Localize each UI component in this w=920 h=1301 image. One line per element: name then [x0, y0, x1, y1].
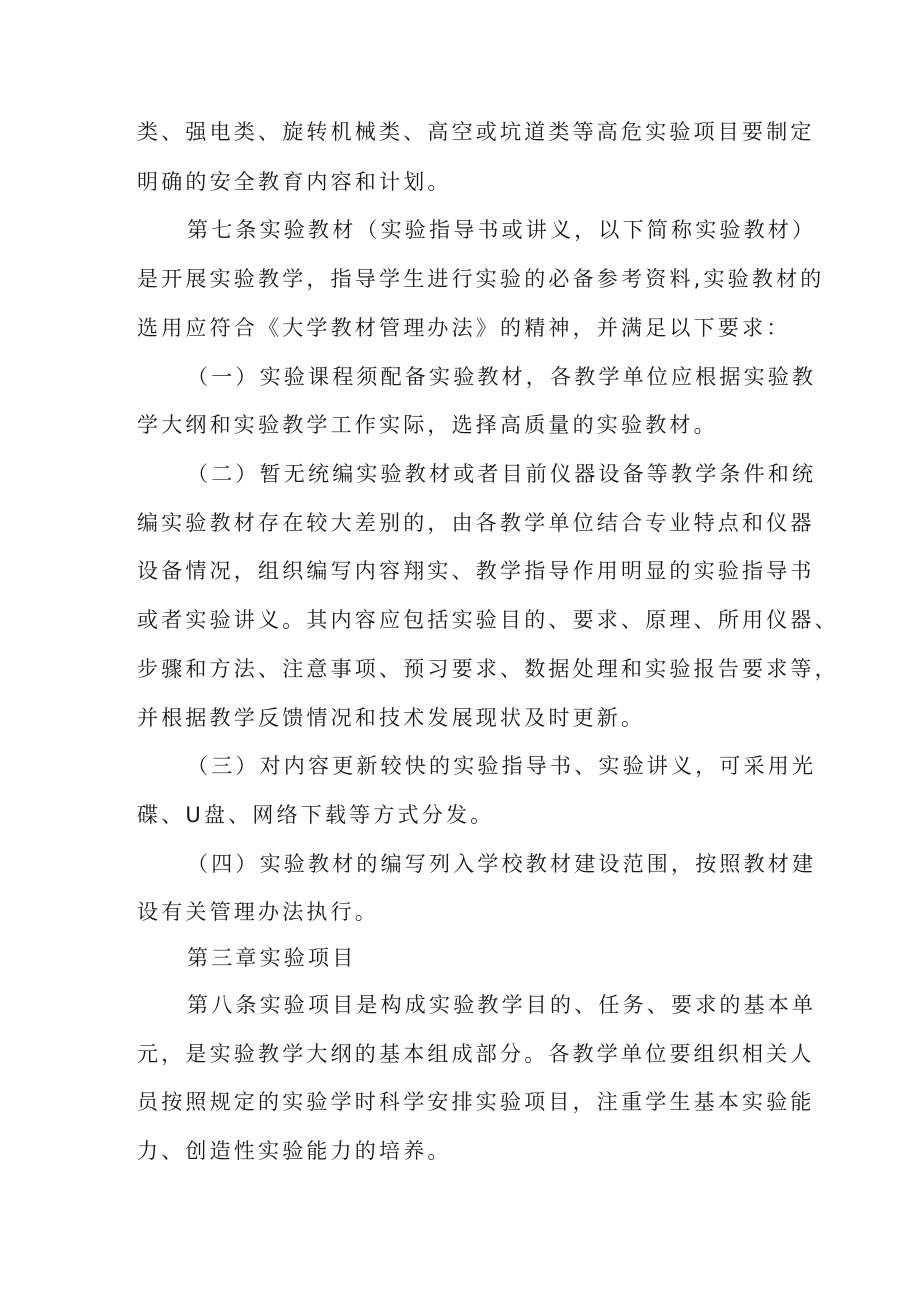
list-item-line: （一）实验课程须配备实验教材，各教学单位应根据实验教 [187, 365, 817, 389]
text-line: 员按照规定的实验学时科学安排实验项目，注重学生基本实验能 [137, 1090, 815, 1114]
text-line: 编实验教材存在较大差别的，由各教学单位结合专业特点和仪器 [137, 511, 815, 535]
text-line: 元，是实验教学大纲的基本组成部分。各教学单位要组织相关人 [137, 1042, 815, 1066]
text-line: 碟、U盘、网络下载等方式分发。 [137, 803, 495, 827]
text-line: 步骤和方法、注意事项、预习要求、数据处理和实验报告要求等， [137, 657, 839, 681]
text-line: 或者实验讲义。其内容应包括实验目的、要求、原理、所用仪器、 [137, 608, 839, 632]
text-line: 设备情况，组织编写内容翔实、教学指导作用明显的实验指导书 [137, 559, 815, 583]
text-line: 类、强电类、旋转机械类、高空或坑道类等高危实验项目要制定 [137, 120, 815, 144]
text-line: 选用应符合《大学教材管理办法》的精神，并满足以下要求： [137, 316, 791, 340]
text-line: 力、创造性实验能力的培养。 [137, 1139, 452, 1163]
text-line: 设有关管理办法执行。 [137, 900, 379, 924]
text-line: 是开展实验教学，指导学生进行实验的必备参考资料,实验教材的 [137, 267, 825, 291]
chapter-heading: 第三章实验项目 [187, 946, 357, 970]
list-item-line: （三）对内容更新较快的实验指导书、实验讲义，可采用光 [187, 754, 817, 778]
article-heading-line: 第八条实验项目是构成实验教学目的、任务、要求的基本单 [187, 993, 817, 1017]
text-line: 并根据教学反馈情况和技术发展现状及时更新。 [137, 706, 646, 730]
text-line: 学大纲和实验教学工作实际，选择高质量的实验教材。 [137, 413, 718, 437]
text-line: 明确的安全教育内容和计划。 [137, 170, 452, 194]
list-item-line: （二）暂无统编实验教材或者目前仪器设备等教学条件和统 [187, 462, 817, 486]
article-heading-line: 第七条实验教材（实验指导书或讲义，以下简称实验教材） [187, 218, 817, 242]
list-item-line: （四）实验教材的编写列入学校教材建设范围，按照教材建 [187, 852, 817, 876]
